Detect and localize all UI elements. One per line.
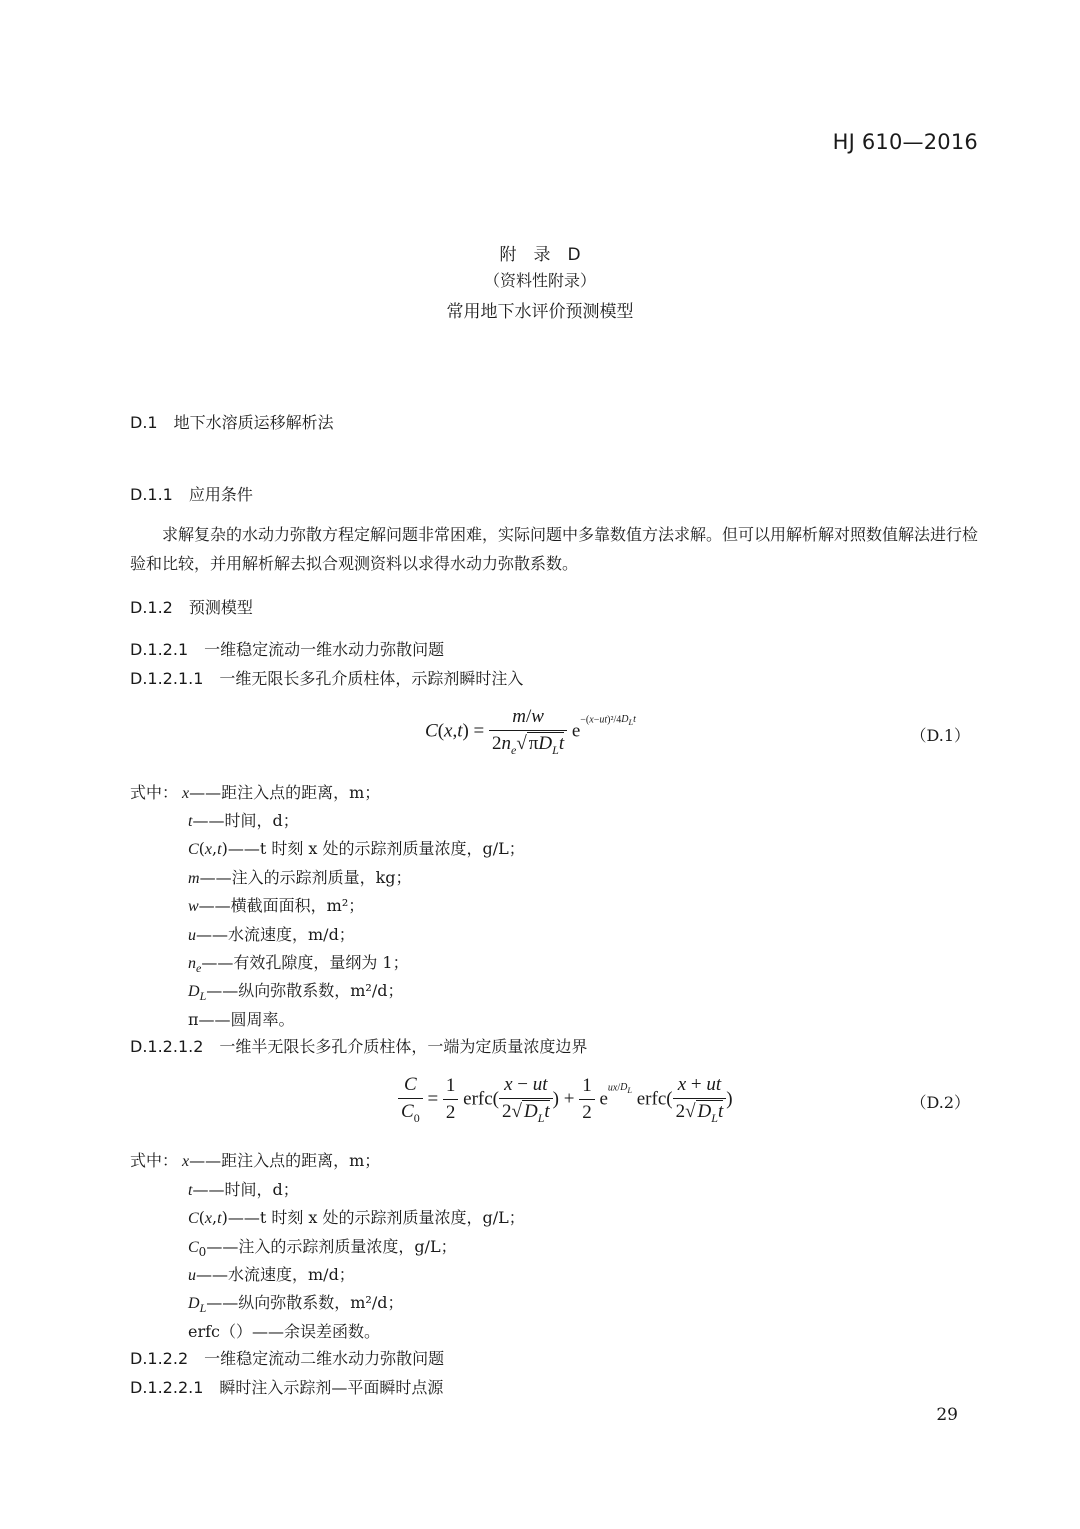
appendix-subject: 常用地下水评价预测模型 [446,302,634,322]
heading-d1211 [130,666,523,689]
heading-text: 一维稳定流动一维水动力弥散问题 [204,640,445,659]
page-number: 29 [936,1405,958,1425]
heading-text: 预测模型 [188,598,253,617]
definition-c: C(x,t)——t 时刻 x 处的示踪剂质量浓度，g/L； [188,1208,525,1227]
definition-text: ——横截面面积，m²； [198,896,365,915]
equation-number: （D.1） [910,726,970,745]
definition-t: t——时间，d； [188,811,299,830]
definition-text: ——注入的示踪剂质量，kg； [199,868,412,887]
heading-d122 [130,1346,444,1369]
heading-text: 一维稳定流动二维水动力弥散问题 [204,1349,445,1368]
definition-u: u——水流速度，m/d； [188,925,355,944]
definition-text: ——距注入点的距离，m； [189,1151,381,1170]
definition-x: 式中： x——距注入点的距离，m； [130,783,381,802]
heading-number: D.1.2.1.1 [130,669,204,688]
definition-text: ——距注入点的距离，m； [189,783,381,802]
appendix-type: （资料性附录） [483,271,596,290]
definition-text: ——水流速度，m/d； [196,925,355,944]
heading-text: 瞬时注入示踪剂—平面瞬时点源 [219,1378,444,1397]
heading-number: D.1.2.1 [130,640,189,659]
heading-d1212 [130,1034,587,1057]
definition-w: w——横截面面积，m²； [188,896,365,915]
definition-x: 式中： x——距注入点的距离，m； [130,1151,381,1170]
definition-text: ——注入的示踪剂质量浓度，g/L； [206,1237,457,1256]
definition-c0: $C_0——$注入的示踪剂质量浓度，g/L； [188,1237,457,1260]
definition-lead: 式中： [130,783,179,802]
heading-text: 应用条件 [188,485,253,504]
paragraph-conditions: 求解复杂的水动力弥散方程定解问题非常困难，实际问题中多靠数值方法求解。但可以用解析解对照数值解法进行检验和比较，并用解析解去拟合观测资料以求得水动力弥散系数。 [130,525,979,573]
heading-number: D.1.2 [130,598,173,617]
definition-text: ——纵向弥散系数，m²/d； [206,1293,404,1312]
heading-number: D.1.1 [130,485,173,504]
definition-t: t——时间，d； [188,1180,299,1199]
definition-c: C(x,t)——t 时刻 x 处的示踪剂质量浓度，g/L； [188,839,525,858]
definition-text: ——t 时刻 x 处的示踪剂质量浓度，g/L； [227,839,525,858]
heading-text: 一维半无限长多孔介质柱体，一端为定质量浓度边界 [219,1037,588,1056]
definition-text: ——时间，d； [192,811,299,830]
definition-erfc: erfc（）——余误差函数。 [188,1322,381,1341]
heading-number: D.1.2.2 [130,1349,189,1368]
heading-number: D.1 [130,413,158,432]
definition-text: ——纵向弥散系数，m²/d； [206,981,404,1000]
definition-text: ——水流速度，m/d； [196,1265,355,1284]
heading-number: D.1.2.1.2 [130,1037,204,1056]
standard-code: HJ 610—2016 [832,130,978,154]
heading-d121 [130,637,444,660]
definition-m: m——注入的示踪剂质量，kg； [188,868,412,887]
definition-dl: $D_L——$纵向弥散系数，m²/d； [188,1293,404,1316]
definition-text: ——t 时刻 x 处的示踪剂质量浓度，g/L； [227,1208,525,1227]
definition-ne: $n_e——$有效孔隙度，量纲为 1； [188,953,409,976]
appendix-title: 附 录 D [499,245,581,265]
heading-d1221 [130,1375,443,1398]
heading-text: 一维无限长多孔介质柱体，示踪剂瞬时注入 [219,669,524,688]
equation-d1: C(x,t) = $\frac{m/w}{2n_e√ \pi D_Lt}$ $e^{-(x-ut)^2/4D_Lt}$ [425,706,636,757]
definition-dl: $D_L——$纵向弥散系数，m²/d； [188,981,404,1004]
definition-u: u——水流速度，m/d； [188,1265,355,1284]
heading-d12 [130,595,253,618]
equation-d2: $\frac{C}{C_0}$ = $\frac{1}{2}$ erfc( $\frac{x - ut}{2√ D_Lt}$ ) + $\frac{1}{2}$ $e^{ux/D_L}$ erfc( $\frac{x + ut}{2√ D_Lt}$ ) [398,1074,733,1126]
heading-number: D.1.2.2.1 [130,1378,204,1397]
definition-text: ——时间，d； [192,1180,299,1199]
definition-text: ——有效孔隙度，量纲为 1； [201,953,409,972]
heading-d1 [130,410,334,433]
heading-text: 地下水溶质运移解析法 [173,413,334,432]
definition-pi: π——圆周率。 [188,1010,295,1029]
heading-d11 [130,482,253,505]
equation-number: （D.2） [910,1093,970,1112]
definition-lead: 式中： [130,1151,179,1170]
definition-text: ——圆周率。 [198,1010,295,1029]
